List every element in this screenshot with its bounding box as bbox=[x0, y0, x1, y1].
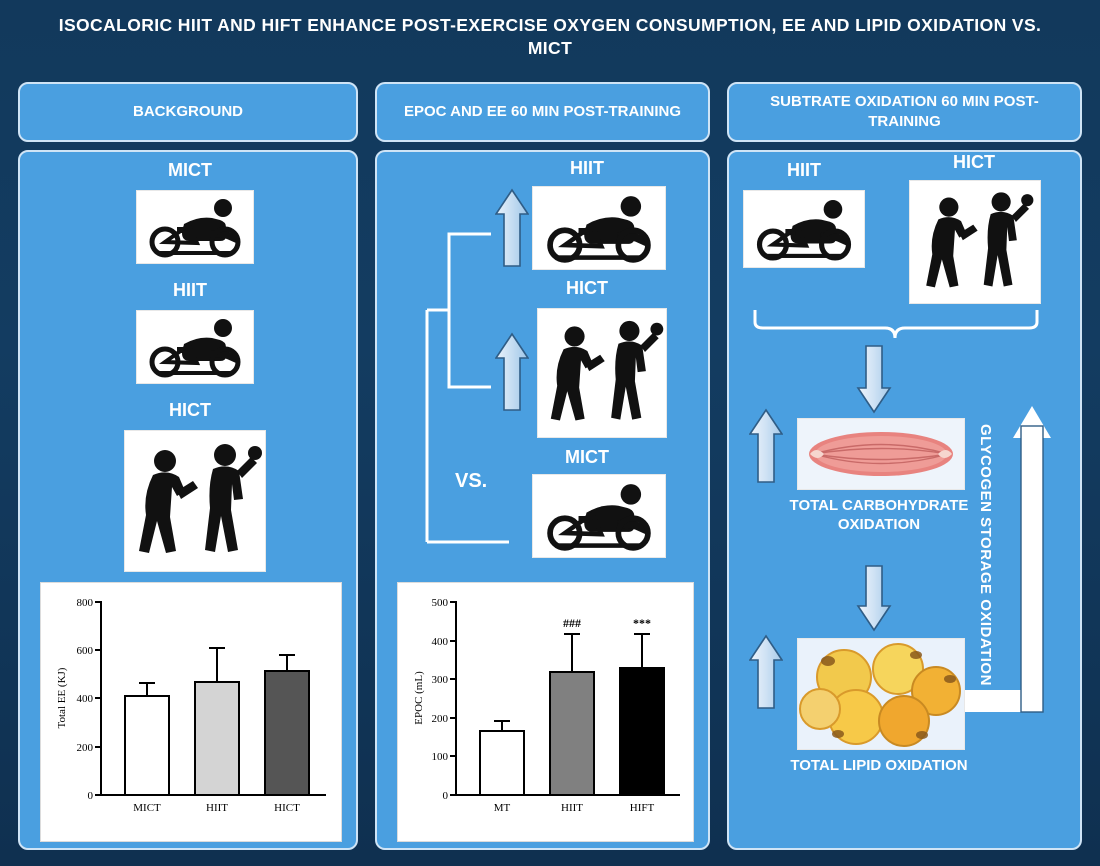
label-mict: MICT bbox=[565, 447, 609, 467]
column-substrate-oxidation bbox=[727, 82, 1082, 850]
column-body-epoc-ee bbox=[375, 150, 710, 850]
svg-text:MT: MT bbox=[493, 802, 511, 814]
svg-text:400: 400 bbox=[431, 636, 448, 648]
down-arrow-icon bbox=[856, 564, 892, 632]
cycling-person-icon bbox=[743, 190, 865, 268]
column-header-background: BACKGROUND bbox=[18, 82, 358, 142]
svg-text:500: 500 bbox=[431, 597, 448, 609]
column-body-substrate-oxidation bbox=[727, 150, 1082, 850]
column-epoc-ee bbox=[375, 82, 710, 850]
svg-text:Total EE (KJ): Total EE (KJ) bbox=[56, 667, 68, 729]
functional-training-people-icon bbox=[124, 430, 266, 572]
svg-text:100: 100 bbox=[431, 751, 448, 763]
svg-text:###: ### bbox=[563, 616, 581, 630]
label-mict: MICT bbox=[168, 160, 212, 180]
label-hict: HICT bbox=[169, 400, 211, 420]
functional-training-people-icon bbox=[537, 308, 667, 438]
down-arrow-icon bbox=[856, 344, 892, 414]
column-header-substrate-oxidation: SUBTRATE OXIDATION 60 MIN POST-TRAINING bbox=[727, 82, 1082, 142]
svg-text:800: 800 bbox=[76, 597, 93, 609]
column-header-epoc-ee: EPOC AND EE 60 MIN POST-TRAINING bbox=[375, 82, 710, 142]
column-background bbox=[18, 82, 358, 850]
label-total-carbohydrate-oxidation: TOTAL CARBOHYDRATE OXIDATION bbox=[789, 497, 969, 533]
svg-text:HIFT: HIFT bbox=[629, 802, 655, 814]
svg-text:MICT: MICT bbox=[133, 802, 161, 814]
functional-training-people-icon bbox=[909, 180, 1041, 304]
comparison-label: VS. bbox=[455, 470, 488, 492]
svg-text:200: 200 bbox=[76, 742, 93, 754]
cycling-person-icon bbox=[136, 190, 254, 264]
svg-text:0: 0 bbox=[442, 790, 448, 802]
page-title: ISOCALORIC HIIT AND HIFT ENHANCE POST-EXERCISE OXYGEN CONSUMPTION, EE AND LIPID OXIDATION VS. MICT bbox=[58, 15, 1042, 58]
label-hict: HICT bbox=[566, 278, 608, 298]
chart-epoc bbox=[397, 582, 694, 842]
column-body-background bbox=[18, 150, 358, 850]
label-glycogen-storage-oxidation: GLYCOGEN STORAGE OXIDATION bbox=[977, 424, 994, 686]
connector-lines bbox=[419, 212, 509, 612]
svg-text:600: 600 bbox=[76, 645, 93, 657]
skeletal-muscle-icon bbox=[797, 418, 965, 490]
group-brace bbox=[751, 308, 1041, 342]
label-hiit: HIIT bbox=[787, 160, 821, 180]
label-total-lipid-oxidation: TOTAL LIPID OXIDATION bbox=[790, 757, 968, 774]
chart-total-ee bbox=[40, 582, 342, 842]
label-hiit: HIIT bbox=[570, 158, 604, 178]
label-hiit: HIIT bbox=[173, 280, 207, 300]
increase-arrow-icon bbox=[749, 408, 783, 484]
svg-text:EPOC (mL): EPOC (mL) bbox=[413, 671, 425, 725]
svg-text:HICT: HICT bbox=[274, 802, 300, 814]
label-hict: HICT bbox=[953, 152, 995, 172]
svg-text:***: *** bbox=[633, 616, 651, 630]
cycling-person-icon bbox=[136, 310, 254, 384]
svg-text:0: 0 bbox=[87, 790, 93, 802]
svg-text:300: 300 bbox=[431, 674, 448, 686]
svg-text:HIIT: HIIT bbox=[561, 802, 583, 814]
svg-text:HIIT: HIIT bbox=[206, 802, 228, 814]
cycling-person-icon bbox=[532, 474, 666, 558]
svg-text:400: 400 bbox=[76, 693, 93, 705]
increase-arrow-icon bbox=[749, 634, 783, 710]
svg-text:200: 200 bbox=[431, 713, 448, 725]
adipocytes-fat-cells-icon bbox=[797, 638, 965, 750]
cycling-person-icon bbox=[532, 186, 666, 270]
